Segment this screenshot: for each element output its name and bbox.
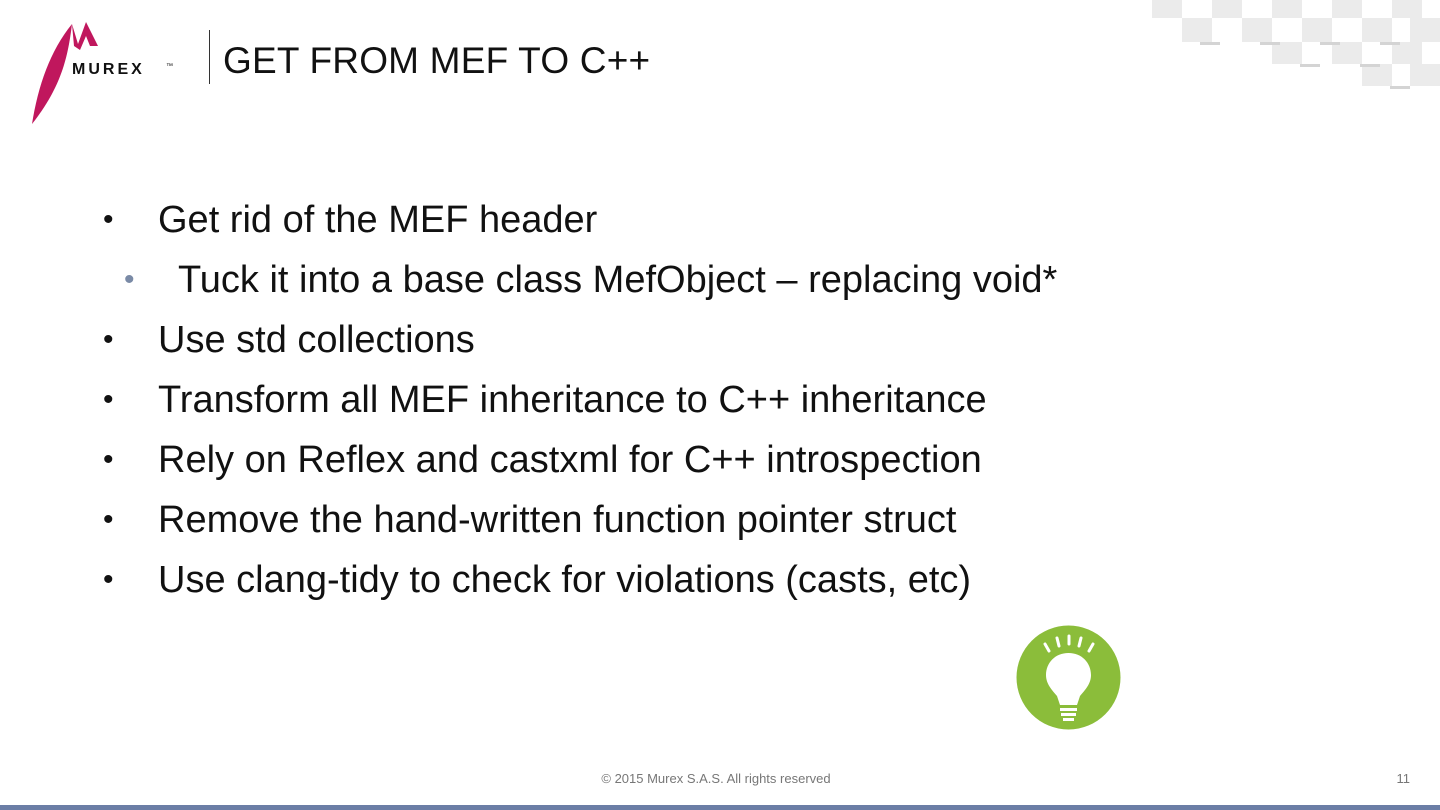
logo-trademark: ™: [166, 63, 173, 70]
bullet-item: [0, 430, 1440, 490]
bullet-text: Get rid of the MEF header: [158, 199, 598, 241]
slide-title: GET FROM MEF TO C++: [223, 40, 651, 81]
bullet-text: Transform all MEF inheritance to C++ inheritance: [158, 379, 987, 421]
bullet-list: [0, 190, 1440, 610]
bullet-marker: •: [103, 323, 114, 356]
bullet-item: [0, 370, 1440, 430]
sub-bullet-item: [0, 250, 1440, 310]
corner-pattern: [1140, 0, 1440, 100]
bottom-bar: [0, 805, 1440, 810]
bullet-item: [0, 490, 1440, 550]
bullet-marker: •: [103, 203, 114, 236]
bullet-item: [0, 310, 1440, 370]
lightbulb-icon: [1016, 625, 1121, 730]
logo-mark: [72, 22, 98, 50]
bullet-item: [0, 550, 1440, 610]
murex-logo: [28, 16, 188, 128]
page-number: 11: [1396, 771, 1410, 786]
bullet-marker: •: [103, 383, 114, 416]
bullet-marker: •: [103, 443, 114, 476]
bullet-text: Use clang-tidy to check for violations (casts, etc): [158, 559, 972, 601]
bullet-marker: •: [103, 503, 114, 536]
bullet-text: Remove the hand-written function pointer struct: [158, 499, 957, 541]
bullet-text: Tuck it into a base class MefObject – replacing void*: [178, 259, 1058, 301]
bullet-text: Use std collections: [158, 319, 475, 361]
bullet-marker: •: [124, 263, 135, 296]
title-divider: [209, 30, 210, 84]
logo-wordmark: MUREX: [72, 61, 145, 78]
bullet-marker: •: [103, 563, 114, 596]
bullet-item: [0, 190, 1440, 250]
bullet-text: Rely on Reflex and castxml for C++ introspection: [158, 439, 982, 481]
footer-copyright: © 2015 Murex S.A.S. All rights reserved: [601, 771, 831, 786]
logo-swoosh: [32, 24, 72, 124]
